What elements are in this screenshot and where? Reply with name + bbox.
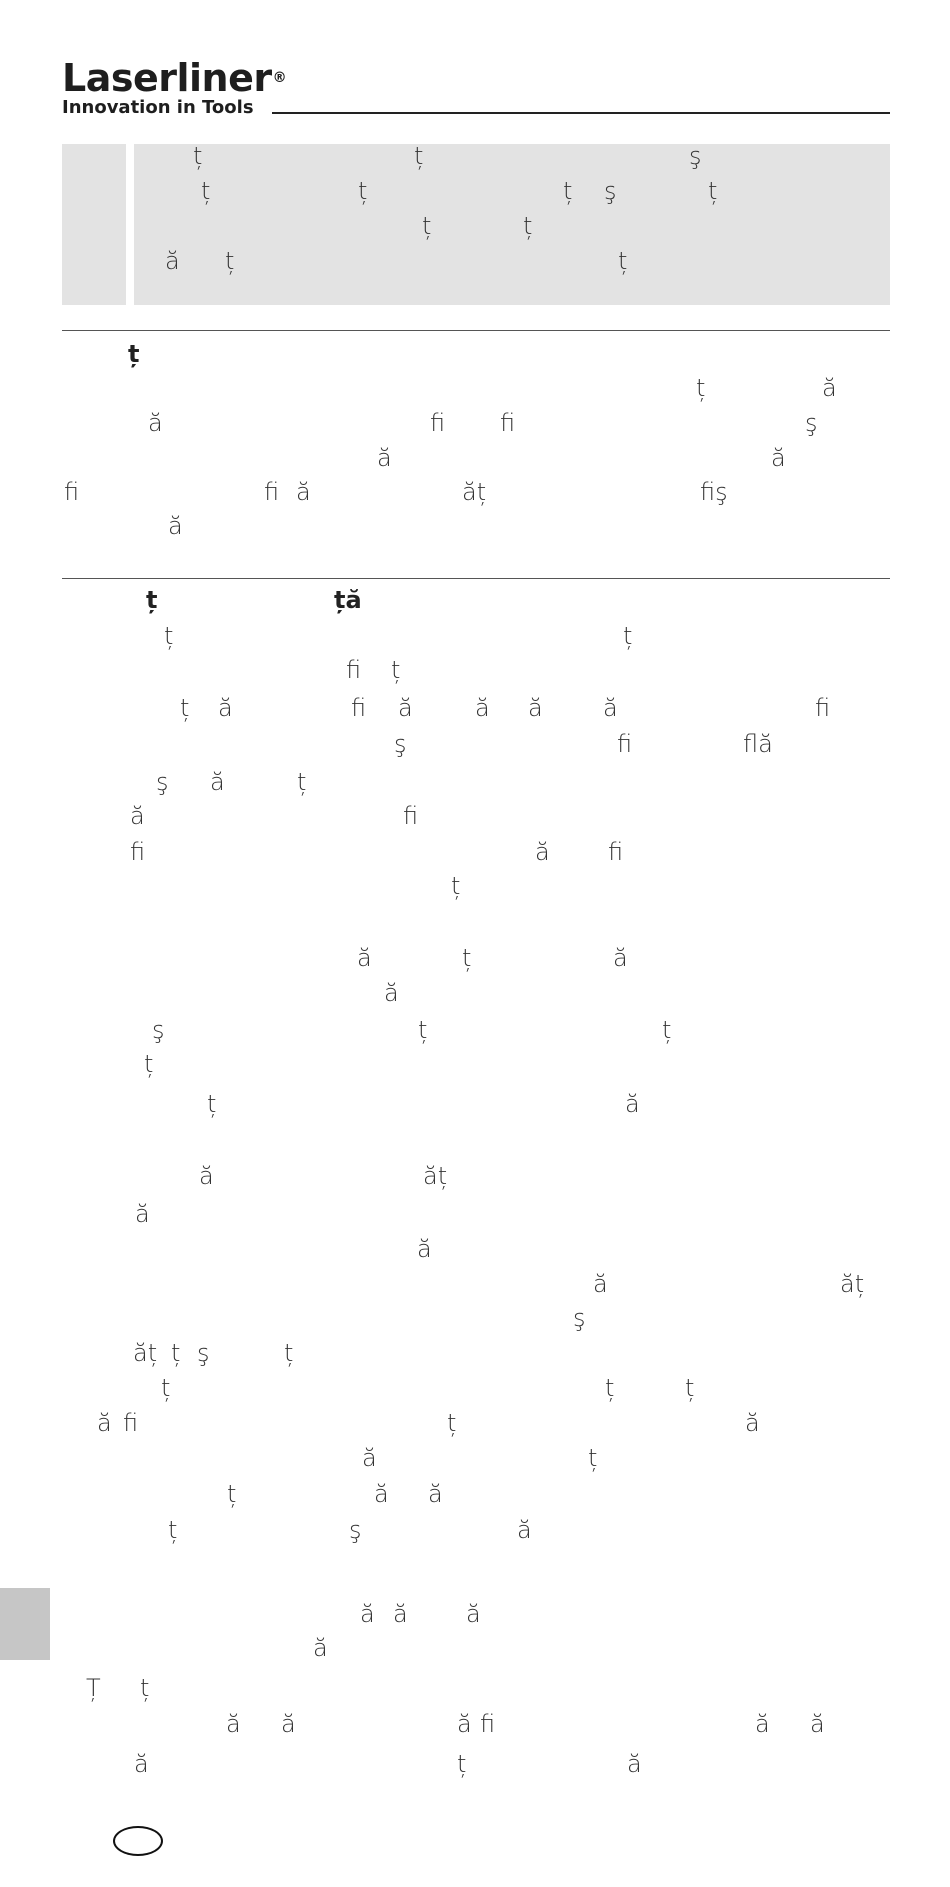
note-box [134, 144, 890, 305]
text-fragment: ăț [462, 478, 487, 506]
text-fragment: ăț [423, 1162, 448, 1190]
text-fragment: ă [810, 1710, 825, 1738]
text-fragment: ş [604, 177, 617, 205]
text-fragment: ț [588, 1444, 598, 1472]
text-fragment: ă [313, 1634, 328, 1662]
text-fragment: fi [430, 409, 446, 437]
text-fragment: ă [148, 409, 163, 437]
text-fragment: ă [528, 694, 543, 722]
text-fragment: ț [662, 1016, 672, 1044]
text-fragment: ț [164, 622, 174, 650]
text-fragment: ă [165, 247, 180, 275]
text-fragment: ț [193, 142, 203, 170]
text-fragment: ă [134, 1750, 149, 1778]
text-fragment: ț [128, 340, 140, 368]
text-fragment: ț [685, 1374, 695, 1402]
text-fragment: ă [168, 512, 183, 540]
text-fragment: ț [708, 177, 718, 205]
text-fragment: ă [535, 838, 550, 866]
text-fragment: ş [152, 1016, 165, 1044]
language-code-oval [113, 1826, 163, 1856]
text-fragment: fi [608, 838, 624, 866]
note-box-marker [62, 144, 126, 305]
text-fragment: ă [199, 1162, 214, 1190]
text-fragment: ț [168, 1516, 178, 1544]
text-fragment: ă [417, 1235, 432, 1263]
text-fragment: ă [374, 1480, 389, 1508]
text-fragment: ă [457, 1710, 472, 1738]
text-fragment: ț [418, 1016, 428, 1044]
text-fragment: ă [377, 444, 392, 472]
text-fragment: ă [384, 979, 399, 1007]
text-fragment: ă [625, 1090, 640, 1118]
text-fragment: fi [815, 694, 831, 722]
text-fragment: ț [447, 1409, 457, 1437]
registered-mark: ® [272, 70, 287, 86]
text-fragment: ă [627, 1750, 642, 1778]
text-fragment: ț [146, 586, 158, 614]
text-fragment: ş [156, 768, 169, 796]
text-fragment: ăț [840, 1270, 865, 1298]
text-fragment: fi [123, 1409, 139, 1437]
text-fragment: ț [227, 1480, 237, 1508]
text-fragment: Ț [86, 1674, 101, 1702]
text-fragment: ă [517, 1516, 532, 1544]
text-fragment: ț [414, 142, 424, 170]
text-fragment: ț [696, 374, 706, 402]
text-fragment: ț [358, 177, 368, 205]
brand-tagline: Innovation in Tools [62, 97, 254, 118]
text-fragment: ț [422, 212, 432, 240]
text-fragment: ț [225, 247, 235, 275]
text-fragment: fi [351, 694, 367, 722]
text-fragment: ă [357, 944, 372, 972]
text-fragment: ş [349, 1516, 362, 1544]
text-fragment: ă [603, 694, 618, 722]
text-fragment: ş [394, 730, 407, 758]
text-fragment: fi [346, 656, 362, 684]
text-fragment: ă [755, 1710, 770, 1738]
text-fragment: ă [771, 444, 786, 472]
text-fragment: ț [297, 768, 307, 796]
text-fragment: fi [264, 478, 280, 506]
brand-name: Laserliner [62, 56, 272, 100]
text-fragment: ț [140, 1674, 150, 1702]
text-fragment: ă [593, 1270, 608, 1298]
text-fragment: ț [171, 1339, 181, 1367]
text-fragment: ă [210, 768, 225, 796]
text-fragment: ț [462, 944, 472, 972]
text-fragment: ț [391, 656, 401, 684]
brand-logo [62, 58, 286, 118]
text-fragment: fiş [700, 478, 728, 506]
text-fragment: ț [201, 177, 211, 205]
text-fragment: ț [180, 694, 190, 722]
text-fragment: ă [362, 1444, 377, 1472]
text-fragment: ă [398, 694, 413, 722]
text-fragment: ă [226, 1710, 241, 1738]
text-fragment: ț [618, 247, 628, 275]
text-fragment: ț [623, 622, 633, 650]
text-fragment: ă [822, 374, 837, 402]
text-fragment: ă [613, 944, 628, 972]
text-fragment: ț [457, 1750, 467, 1778]
text-fragment: fi [403, 802, 419, 830]
header-rule [272, 112, 890, 114]
text-fragment: ş [197, 1339, 210, 1367]
text-fragment: fi [500, 409, 516, 437]
text-fragment: ț [144, 1050, 154, 1078]
text-fragment: ş [805, 409, 818, 437]
text-fragment: ă [218, 694, 233, 722]
text-fragment: ă [97, 1409, 112, 1437]
text-fragment: ță [334, 586, 362, 614]
text-fragment: ă [296, 478, 311, 506]
language-tab [0, 1588, 50, 1660]
text-fragment: fi [480, 1710, 496, 1738]
section-divider [62, 578, 890, 579]
text-fragment: ăț [133, 1339, 158, 1367]
text-fragment: fi [64, 478, 80, 506]
text-fragment: ş [573, 1304, 586, 1332]
text-fragment: ă [135, 1200, 150, 1228]
text-fragment: ă [130, 802, 145, 830]
text-fragment: ț [451, 872, 461, 900]
text-fragment: flă [743, 730, 773, 758]
text-fragment: fi [617, 730, 633, 758]
text-fragment: ă [281, 1710, 296, 1738]
text-fragment: ă [393, 1600, 408, 1628]
text-fragment: ă [475, 694, 490, 722]
text-fragment: ț [284, 1339, 294, 1367]
text-fragment: fi [130, 838, 146, 866]
text-fragment: ț [161, 1374, 171, 1402]
text-fragment: ț [605, 1374, 615, 1402]
text-fragment: ț [563, 177, 573, 205]
text-fragment: ț [207, 1090, 217, 1118]
text-fragment: ă [466, 1600, 481, 1628]
section-divider [62, 330, 890, 331]
text-fragment: ă [428, 1480, 443, 1508]
text-fragment: ă [360, 1600, 375, 1628]
text-fragment: ş [689, 142, 702, 170]
text-fragment: ă [745, 1409, 760, 1437]
text-fragment: ț [523, 212, 533, 240]
